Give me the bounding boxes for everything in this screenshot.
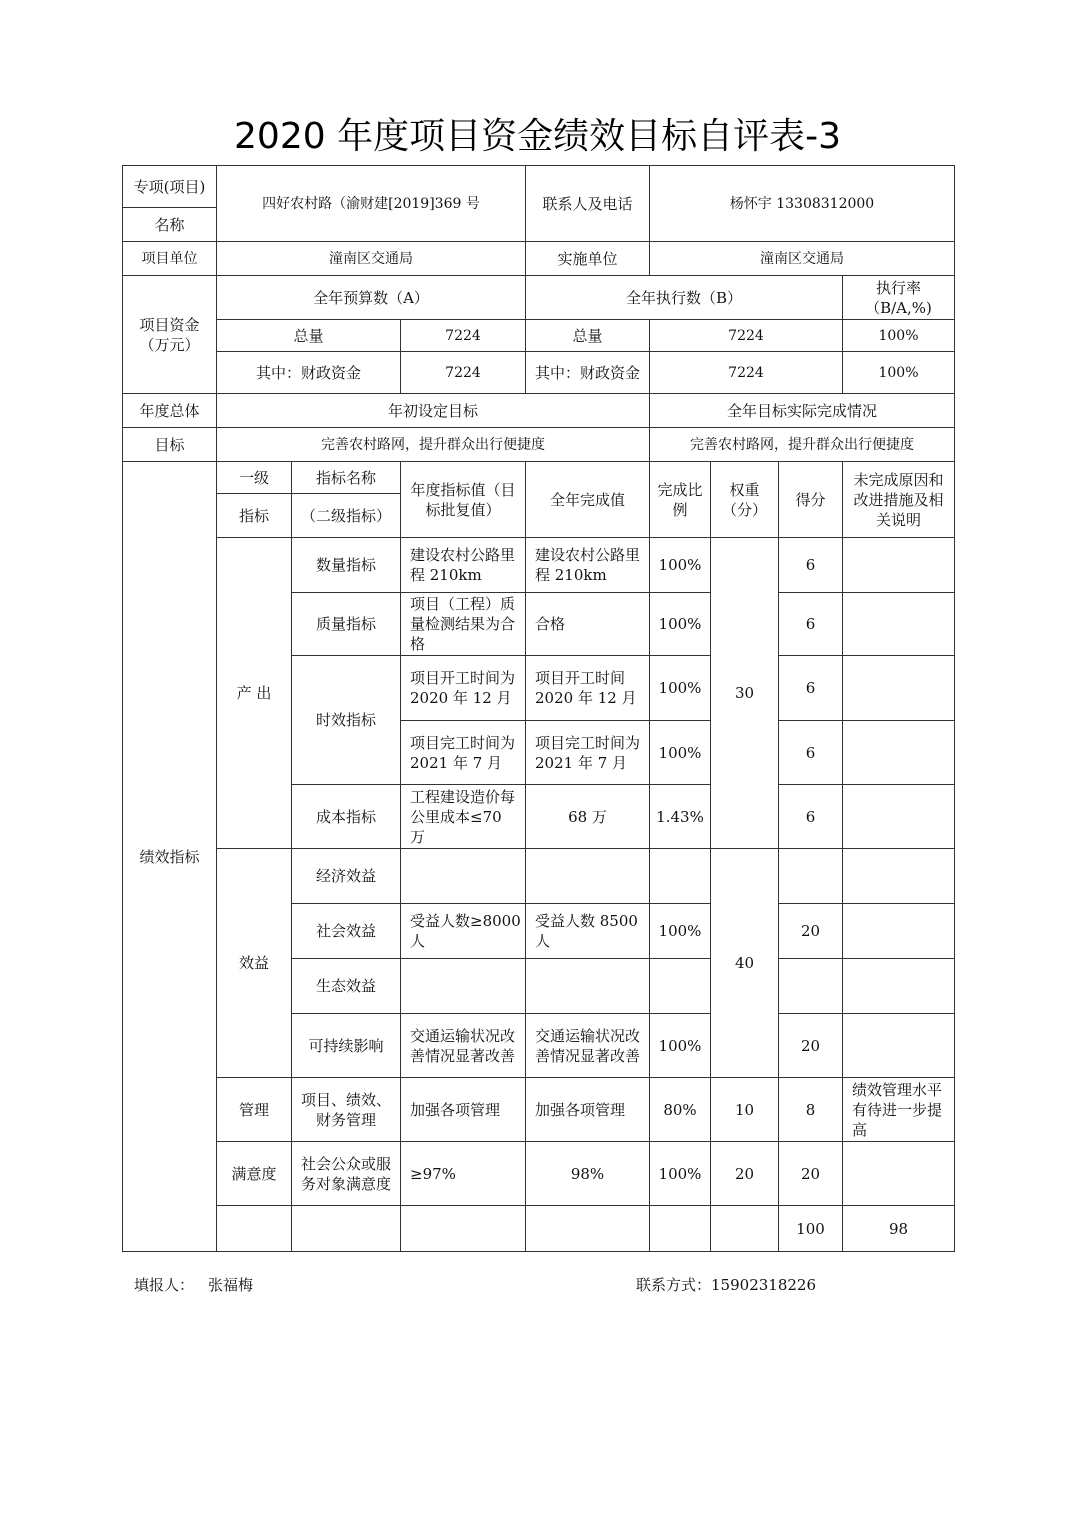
indicator-target: 受益人数≥8000 人: [401, 904, 526, 959]
budget-fiscal-value: 7224: [401, 352, 526, 394]
exec-fiscal-value: 7224: [650, 352, 843, 394]
indicator-name: 经济效益: [292, 849, 401, 904]
indicator-name: 可持续影响: [292, 1014, 401, 1078]
header-name-bottom: （二级指标）: [292, 494, 401, 538]
contact-label: 联系人及电话: [526, 166, 650, 242]
indicator-ratio: 100%: [650, 904, 711, 959]
indicator-actual: 建设农村公路里程 210km: [526, 538, 650, 593]
impl-label: 实施单位: [526, 242, 650, 276]
total-score: 98: [843, 1206, 955, 1252]
indicator-ratio: [650, 959, 711, 1014]
indicator-actual: 项目完工时间为 2021 年 7 月: [526, 721, 650, 785]
contact-value: 杨怀宇 13308312000: [650, 166, 955, 242]
group-management: 管理: [217, 1078, 292, 1142]
goal-set-value: 完善农村路网，提升群众出行便捷度: [217, 428, 650, 462]
indicator-note: [843, 593, 955, 656]
footer-contact-value: 15902318226: [711, 1276, 816, 1294]
header-note: 未完成原因和改进措施及相关说明: [843, 462, 955, 538]
impl-value: 潼南区交通局: [650, 242, 955, 276]
exec-header: 全年执行数（B）: [526, 276, 843, 320]
header-name-top: 指标名称: [292, 462, 401, 494]
indicator-name: 生态效益: [292, 959, 401, 1014]
budget-total-label: 总量: [217, 320, 401, 352]
self-evaluation-table: [122, 165, 955, 1252]
weight-satisfaction: 20: [711, 1142, 779, 1206]
goal-label-top: 年度总体: [123, 394, 217, 428]
project-name-label-bottom: 名称: [123, 208, 217, 242]
indicator-actual: 合格: [526, 593, 650, 656]
indicator-ratio: 1.43%: [650, 785, 711, 849]
indicator-name: 项目、绩效、财务管理: [292, 1078, 401, 1142]
header-weight: 权重（分）: [711, 462, 779, 538]
indicator-score: [779, 849, 843, 904]
indicator-actual: 加强各项管理: [526, 1078, 650, 1142]
indicator-score: 6: [779, 785, 843, 849]
goal-set-header: 年初设定目标: [217, 394, 650, 428]
rate-total-value: 100%: [843, 320, 955, 352]
indicator-ratio: 100%: [650, 593, 711, 656]
indicator-score: 6: [779, 721, 843, 785]
indicator-actual: 受益人数 8500 人: [526, 904, 650, 959]
budget-header: 全年预算数（A）: [217, 276, 526, 320]
indicator-note: [843, 849, 955, 904]
indicator-actual: [526, 959, 650, 1014]
group-benefit: 效益: [217, 849, 292, 1078]
indicator-note: [843, 721, 955, 785]
group-output: 产 出: [217, 538, 292, 849]
rate-fiscal-value: 100%: [843, 352, 955, 394]
budget-fiscal-label: 其中：财政资金: [217, 352, 401, 394]
indicator-score: 20: [779, 1142, 843, 1206]
indicator-target: 项目开工时间为 2020 年 12 月: [401, 656, 526, 721]
total-empty-cell: [650, 1206, 711, 1252]
indicator-actual: 68 万: [526, 785, 650, 849]
budget-total-value: 7224: [401, 320, 526, 352]
indicator-ratio: 100%: [650, 721, 711, 785]
weight-management: 10: [711, 1078, 779, 1142]
unit-value: 潼南区交通局: [217, 242, 526, 276]
indicator-target: 项目完工时间为 2021 年 7 月: [401, 721, 526, 785]
indicator-actual: [526, 849, 650, 904]
exec-fiscal-label: 其中：财政资金: [526, 352, 650, 394]
weight-benefit: 40: [711, 849, 779, 1078]
indicator-ratio: 100%: [650, 1142, 711, 1206]
indicator-score: 6: [779, 593, 843, 656]
indicator-target: 加强各项管理: [401, 1078, 526, 1142]
indicator-ratio: 100%: [650, 656, 711, 721]
indicator-name: 时效指标: [292, 656, 401, 785]
exec-total-label: 总量: [526, 320, 650, 352]
header-target: 年度指标值（目标批复值）: [401, 462, 526, 538]
indicator-score: 8: [779, 1078, 843, 1142]
indicator-actual: 项目开工时间 2020 年 12 月: [526, 656, 650, 721]
project-name-label-top: 专项(项目): [123, 166, 217, 208]
total-empty-cell: [401, 1206, 526, 1252]
indicator-score: 20: [779, 904, 843, 959]
indicators-section-label: 绩效指标: [123, 462, 217, 1252]
goal-actual-header: 全年目标实际完成情况: [650, 394, 955, 428]
weight-output: 30: [711, 538, 779, 849]
goal-actual-value: 完善农村路网，提升群众出行便捷度: [650, 428, 955, 462]
indicator-name: 社会公众或服务对象满意度: [292, 1142, 401, 1206]
indicator-note: [843, 1142, 955, 1206]
indicator-score: [779, 959, 843, 1014]
indicator-score: 6: [779, 538, 843, 593]
header-score: 得分: [779, 462, 843, 538]
indicator-note: [843, 904, 955, 959]
indicator-actual: 交通运输状况改善情况显著改善: [526, 1014, 650, 1078]
total-empty-cell: [711, 1206, 779, 1252]
total-empty-cell: [526, 1206, 650, 1252]
rate-header: 执行率（B/A,%): [843, 276, 955, 320]
indicator-name: 数量指标: [292, 538, 401, 593]
filler-name: 张福梅: [208, 1276, 254, 1294]
total-empty-cell: [292, 1206, 401, 1252]
indicator-target: 交通运输状况改善情况显著改善: [401, 1014, 526, 1078]
funds-label: 项目资金（万元）: [123, 276, 217, 394]
total-empty-cell: [217, 1206, 292, 1252]
total-weight: 100: [779, 1206, 843, 1252]
indicator-ratio: 100%: [650, 1014, 711, 1078]
indicator-name: 成本指标: [292, 785, 401, 849]
project-name-value: 四好农村路（渝财建[2019]369 号: [217, 166, 526, 242]
indicator-name: 质量指标: [292, 593, 401, 656]
group-satisfaction: 满意度: [217, 1142, 292, 1206]
indicator-target: 建设农村公路里程 210km: [401, 538, 526, 593]
indicator-score: 20: [779, 1014, 843, 1078]
header-level1-bottom: 指标: [217, 494, 292, 538]
indicator-note: [843, 656, 955, 721]
goal-label-bottom: 目标: [123, 428, 217, 462]
exec-total-value: 7224: [650, 320, 843, 352]
contact-info: [636, 1274, 816, 1295]
page-title: 2020 年度项目资金绩效目标自评表-3: [234, 116, 841, 157]
unit-label: 项目单位: [123, 242, 217, 276]
indicator-ratio: [650, 849, 711, 904]
indicator-score: 6: [779, 656, 843, 721]
indicator-target: ≥97%: [401, 1142, 526, 1206]
indicator-note: [843, 959, 955, 1014]
indicator-note: 绩效管理水平有待进一步提高: [843, 1078, 955, 1142]
indicator-target: 工程建设造价每公里成本≤70 万: [401, 785, 526, 849]
indicator-target: 项目（工程）质量检测结果为合格: [401, 593, 526, 656]
indicator-name: 社会效益: [292, 904, 401, 959]
filler-label: 填报人：: [134, 1276, 195, 1294]
footer-contact-label: 联系方式：: [636, 1276, 712, 1294]
indicator-ratio: 80%: [650, 1078, 711, 1142]
header-level1-top: 一级: [217, 462, 292, 494]
indicator-note: [843, 1014, 955, 1078]
indicator-note: [843, 538, 955, 593]
indicator-target: [401, 959, 526, 1014]
indicator-note: [843, 785, 955, 849]
header-ratio: 完成比例: [650, 462, 711, 538]
filler-info: [134, 1274, 253, 1295]
indicator-target: [401, 849, 526, 904]
indicator-actual: 98%: [526, 1142, 650, 1206]
indicator-ratio: 100%: [650, 538, 711, 593]
header-actual: 全年完成值: [526, 462, 650, 538]
